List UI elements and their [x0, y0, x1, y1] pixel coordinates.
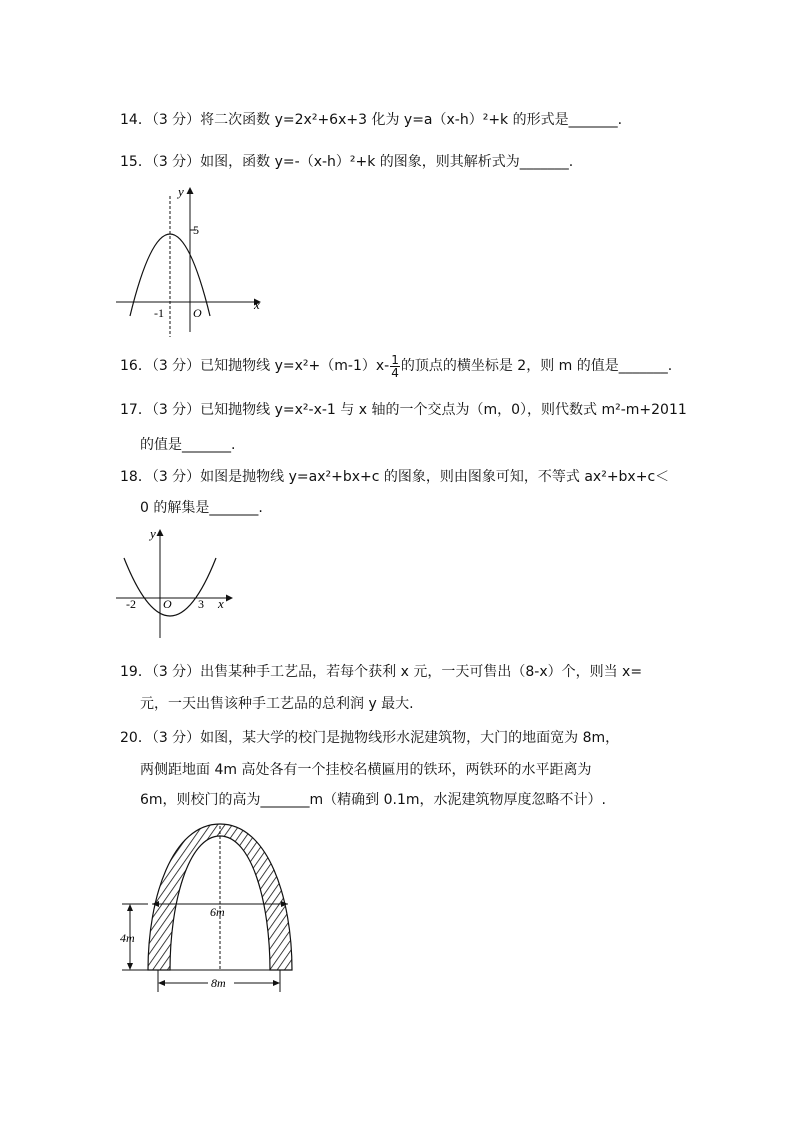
question-18-line-2: 0 的解集是_______.: [140, 500, 263, 516]
figure-20-gate: [112, 818, 302, 998]
question-15: 15．（3 分）如图，函数 y=-（x-h）²+k 的图象，则其解析式为_______.: [120, 154, 574, 170]
question-20-line-3: 6m，则校门的高为_______m（精确到 0.1m，水泥建筑物厚度忽略不计）.: [140, 792, 606, 808]
fraction-denominator: 4: [391, 365, 399, 380]
question-19-line-1: 19．（3 分）出售某种手工艺品，若每个获利 x 元，一天可售出（8-x）个，则当 x=: [120, 664, 643, 680]
question-16-fraction: [390, 354, 400, 379]
question-20-line-1: 20．（3 分）如图，某大学的校门是抛物线形水泥建筑物，大门的地面宽为 8m，: [120, 730, 620, 746]
fig18-origin: O: [163, 597, 172, 611]
fig18-x-label: x: [218, 596, 224, 611]
question-19-line-2: 元，一天出售该种手工艺品的总利润 y 最大.: [140, 696, 414, 712]
question-14: 14．（3 分）将二次函数 y=2x²+6x+3 化为 y=a（x-h）²+k 的形式是_______.: [120, 112, 623, 128]
fig20-inner-width-label: 6m: [210, 905, 225, 919]
question-16-text-a: 16．（3 分）已知抛物线 y=x²+（m-1）x-: [120, 358, 390, 374]
fraction-numerator: 1: [391, 352, 399, 367]
question-20-line-2: 两侧距地面 4m 高处各有一个挂校名横匾用的铁环，两铁环的水平距离为: [140, 762, 592, 778]
fig20-outer-width-label: 8m: [211, 976, 226, 990]
question-17-line-2: 的值是_______.: [140, 437, 236, 453]
question-17-line-1: 17．（3 分）已知抛物线 y=x²-x-1 与 x 轴的一个交点为（m，0），则代数式 m²-m+2011: [120, 402, 687, 418]
fig20-height-label: 4m: [120, 931, 135, 945]
question-16: [120, 352, 672, 380]
fig15-y-label: y: [178, 184, 184, 199]
fig15-xtick-label: -1: [154, 306, 164, 320]
fig18-y-label: y: [150, 526, 156, 541]
fig18-left-root: -2: [126, 597, 136, 611]
fig15-x-label: x: [254, 297, 260, 312]
fig15-origin-label: O: [193, 306, 202, 320]
question-16-text-b: 的顶点的横坐标是 2，则 m 的值是_______.: [400, 358, 673, 374]
fig18-right-root: 3: [198, 597, 204, 611]
figure-18-parabola: [112, 524, 242, 644]
figure-15-parabola: [112, 182, 272, 342]
fig15-peak-label: 5: [193, 223, 199, 237]
question-18-line-1: 18．（3 分）如图是抛物线 y=ax²+bx+c 的图象，则由图象可知，不等式 ax²+bx+c＜: [120, 469, 670, 485]
